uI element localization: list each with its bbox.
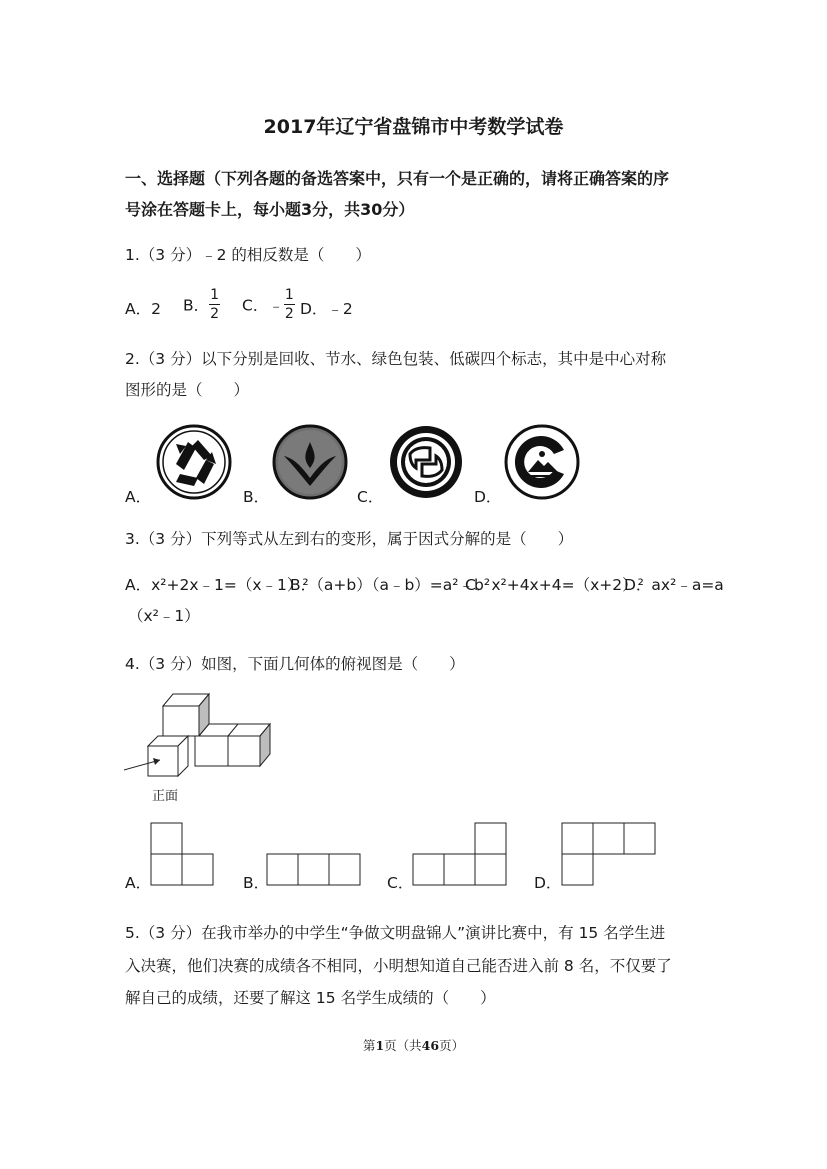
question-1-stem: 1.（3 分）﹣2 的相反数是（ ） — [125, 246, 371, 264]
question-5-line3: 解自己的成绩，还要了解这 15 名学生成绩的（ ） — [125, 989, 496, 1007]
q4-label-d: D． — [534, 874, 562, 892]
q4-label-b: B． — [243, 874, 270, 892]
current-page-number: 1 — [375, 1038, 385, 1053]
q3-option-d: D．ax²﹣a=a — [624, 576, 724, 594]
q2-label-a: A． — [125, 488, 152, 506]
front-view-label: 正面 — [152, 789, 179, 804]
q3-option-a: A．x²+2x﹣1=（x﹣1）² — [125, 576, 309, 594]
question-4-stem: 4.（3 分）如图，下面几何体的俯视图是（ ） — [125, 655, 465, 673]
question-3-stem: 3.（3 分）下列等式从左到右的变形，属于因式分解的是（ ） — [125, 530, 574, 548]
green-package-icon — [386, 424, 466, 500]
question-2-stem-line2: 图形的是（ ） — [125, 381, 250, 399]
solid-figure-diagram — [120, 688, 280, 788]
q2-label-b: B． — [243, 488, 270, 506]
total-page-count: 46 — [421, 1038, 440, 1053]
q1-c-numerator: 1 — [284, 287, 294, 303]
top-view-option-a — [150, 822, 216, 886]
q4-label-c: C． — [387, 874, 414, 892]
recycle-icon — [154, 424, 234, 500]
section-heading-line2: 号涂在答题卡上，每小题3分，共30分） — [125, 200, 415, 219]
top-view-option-b — [266, 853, 362, 886]
q1-b-numerator: 1 — [210, 287, 220, 303]
top-view-option-c — [412, 822, 508, 886]
question-5-line1: 5.（3 分）在我市举办的中学生“争做文明盘锦人”演讲比赛中，有 15 名学生进 — [125, 924, 666, 942]
low-carbon-icon — [502, 424, 582, 500]
q1-option-d: D．﹣2 — [300, 300, 353, 318]
question-5-line2: 入决赛，他们决赛的成绩各不相同，小明想知道自己能否进入前 8 名，不仅要了 — [125, 957, 672, 975]
q1-option-b: B． $\frac{1}{2}$ — [183, 287, 220, 322]
q1-b-denominator: 2 — [210, 306, 220, 322]
section-heading-line1: 一、选择题（下列各题的备选答案中，只有一个是正确的，请将正确答案的序 — [125, 169, 670, 188]
q4-label-a: A． — [125, 874, 152, 892]
q3-option-d-continued: （x²﹣1） — [128, 607, 200, 625]
page-title: 2017年辽宁省盘锦市中考数学试卷 — [263, 116, 564, 138]
q3-option-c: C．x²+4x+4=（x+2）² — [465, 576, 644, 594]
q1-option-c: C．﹣ $\frac{1}{2}$ — [242, 287, 294, 322]
q3-option-b: B．（a+b）（a﹣b）=a²﹣b² — [290, 576, 491, 594]
q1-c-denominator: 2 — [284, 306, 294, 322]
page-footer: 第1页（共46页） — [362, 1038, 465, 1053]
q2-label-c: C． — [357, 488, 384, 506]
water-saving-icon — [270, 424, 350, 500]
question-2-stem-line1: 2.（3 分）以下分别是回收、节水、绿色包装、低碳四个标志，其中是中心对称 — [125, 350, 667, 368]
q1-option-a: A．2 — [125, 300, 161, 318]
top-view-option-d — [561, 822, 657, 886]
q2-label-d: D． — [474, 488, 502, 506]
